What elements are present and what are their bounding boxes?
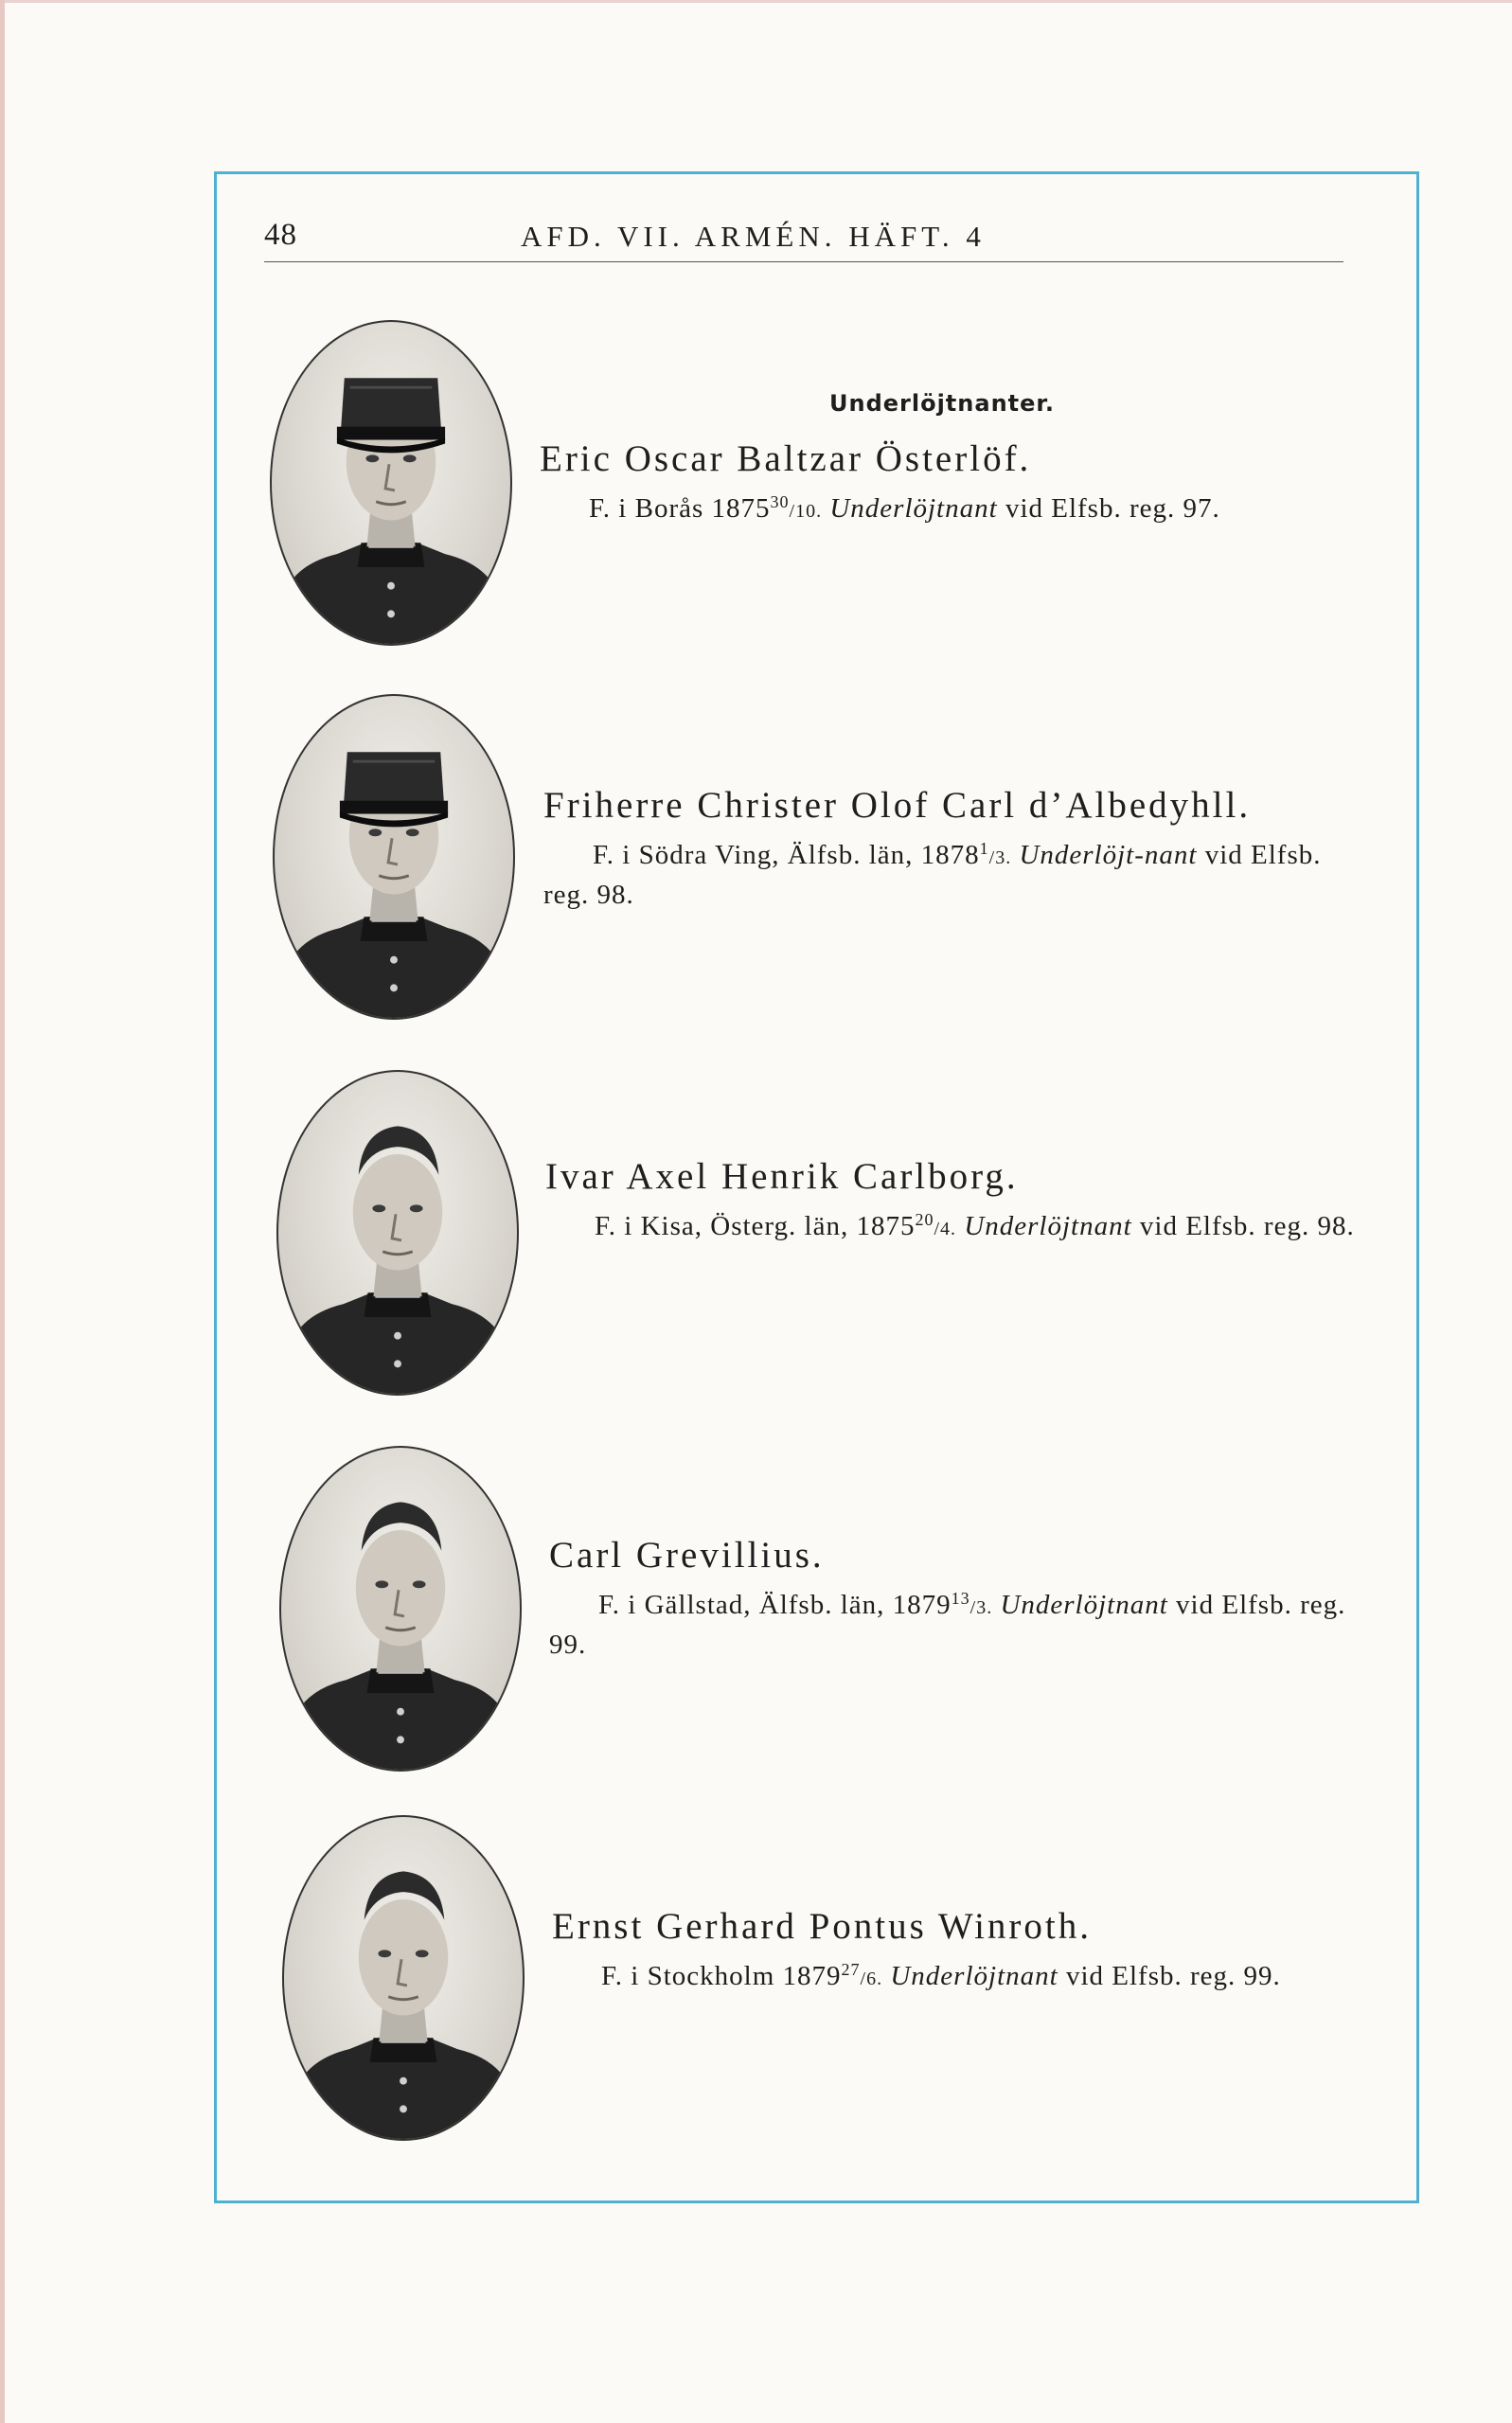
entry-name: Ivar Axel Henrik Carlborg.: [545, 1156, 1019, 1197]
birth-day: 20: [915, 1210, 934, 1229]
rank: Underlöjt-nant: [1019, 840, 1198, 870]
portrait-figure: [281, 1448, 520, 1770]
portrait-photo: [273, 694, 515, 1020]
birth-info: F. i Stockholm 1879: [601, 1961, 842, 1991]
birth-day: 27: [841, 1960, 861, 1979]
portrait-figure: [272, 322, 510, 644]
page-header: [264, 214, 1343, 262]
birth-day: 13: [951, 1589, 970, 1608]
entry: [545, 1155, 1360, 1248]
page-edge-top: [0, 0, 1512, 3]
rank: Underlöjtnant: [890, 1961, 1058, 1991]
entry-name: Ernst Gerhard Pontus Winroth.: [552, 1906, 1092, 1947]
entry: [540, 437, 1373, 530]
portrait-photo: [282, 1815, 525, 2141]
regiment: vid Elfsb. reg. 99.: [549, 1590, 1346, 1660]
birth-info: F. i Södra Ving, Älfsb. län, 1878: [593, 840, 980, 870]
entry-name: Carl Grevillius.: [549, 1535, 825, 1576]
entry-name: Friherre Christer Olof Carl d’Albedyhll.: [543, 785, 1252, 826]
portrait-figure: [275, 696, 513, 1018]
entry: [552, 1905, 1366, 1998]
regiment: vid Elfsb. reg. 99.: [1065, 1961, 1281, 1991]
birth-day: 1: [979, 839, 989, 858]
birth-info: F. i Borås 1875: [589, 493, 771, 524]
entry: [543, 784, 1358, 914]
entry-description: [540, 484, 1373, 530]
running-title: AFD. VII. ARMÉN. HÄFT. 4: [521, 220, 986, 253]
section-heading: Underlöjtnanter.: [829, 390, 1055, 417]
portrait-photo: [279, 1446, 522, 1772]
rank: Underlöjtnant: [964, 1211, 1132, 1241]
birth-info: F. i Gällstad, Älfsb. län, 1879: [598, 1590, 952, 1620]
regiment: vid Elfsb. reg. 98.: [1139, 1211, 1355, 1241]
page-edge-left: [0, 0, 5, 2423]
entry-description: [549, 1580, 1363, 1664]
rank: Underlöjtnant: [1000, 1590, 1168, 1620]
regiment: vid Elfsb. reg. 97.: [1005, 493, 1220, 524]
birth-day: 30: [770, 492, 790, 511]
entry-description: [545, 1202, 1360, 1248]
entry-name: Eric Oscar Baltzar Österlöf.: [540, 438, 1032, 479]
birth-month: /4.: [934, 1219, 957, 1239]
portrait-figure: [284, 1817, 523, 2139]
portrait-photo: [276, 1070, 519, 1396]
portrait-photo: [270, 320, 512, 646]
birth-month: /3.: [969, 1597, 993, 1618]
birth-month: /10.: [789, 501, 823, 522]
entry: [549, 1534, 1363, 1664]
birth-month: /6.: [860, 1969, 883, 1989]
regiment: vid Elfsb. reg. 98.: [543, 840, 1322, 910]
page-number: 48: [264, 218, 297, 252]
entry-description: [552, 1951, 1366, 1998]
entry-description: [543, 830, 1358, 914]
birth-month: /3.: [988, 847, 1012, 868]
rank: Underlöjtnant: [829, 493, 998, 524]
birth-info: F. i Kisa, Österg. län, 1875: [595, 1211, 916, 1241]
portrait-figure: [278, 1072, 517, 1394]
